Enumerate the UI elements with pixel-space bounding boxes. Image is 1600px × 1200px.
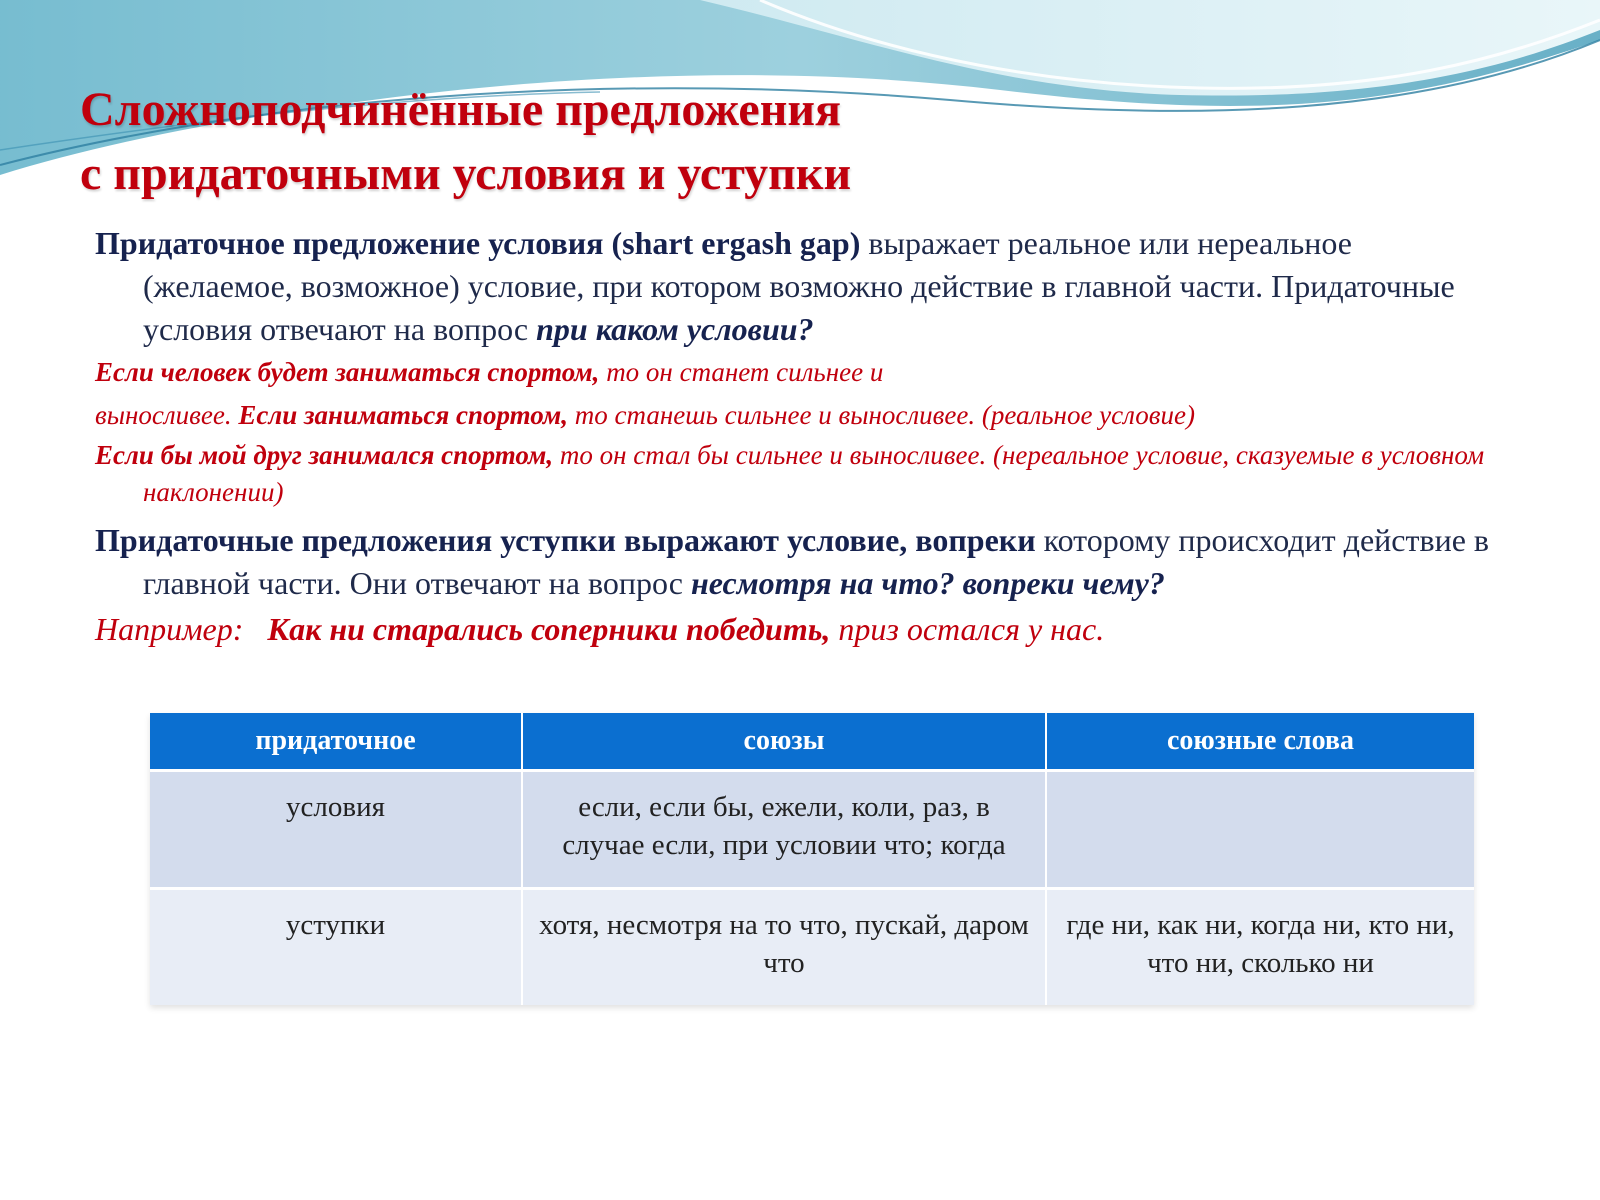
table-header-row	[150, 713, 1474, 771]
page-title	[80, 78, 851, 206]
example-2-main: то станешь сильнее и выносливее. (реальное условие)	[568, 400, 1195, 430]
example-4-main: приз остался у нас.	[830, 611, 1105, 647]
example-4-clause: Как ни старались соперники победить,	[267, 611, 831, 647]
example-2-clause: Если заниматься спортом,	[238, 400, 569, 430]
condition-explanation: выражает реальное или нереальное (желаемое, возможное) условие, при котором возможно действие в главной части. Придаточные условия отвечают на вопрос	[143, 225, 1455, 347]
header-conjunctions: союзы	[522, 713, 1046, 771]
table-cell: если, если бы, ежели, коли, раз, в случае если, при условии что; когда	[522, 771, 1046, 889]
example-1-main: то он станет сильнее и	[599, 357, 884, 387]
example-2-start: выносливее.	[95, 400, 239, 430]
title-line-2: с придаточными условия и уступки	[80, 147, 852, 200]
example-4	[95, 605, 1500, 653]
table-row	[150, 771, 1474, 889]
table-cell: где ни, как ни, когда ни, кто ни, что ни, сколько ни	[1046, 889, 1474, 1006]
slide-body	[95, 222, 1500, 653]
table-cell: хотя, несмотря на то что, пускай, даром что	[522, 889, 1046, 1006]
example-1-clause: Если человек будет заниматься спортом,	[95, 357, 600, 387]
concession-term: Придаточные предложения уступки выражают условие, вопреки	[95, 522, 1036, 558]
concession-explanation: которому происходит действие в главной части. Они отвечают на вопрос	[143, 522, 1489, 601]
example-2	[95, 394, 1500, 437]
conjunctions-table	[150, 713, 1474, 1005]
example-3-clause: Если бы мой друг занимался спортом,	[95, 440, 554, 470]
example-3-main: то он стал бы сильнее и выносливее. (нереальное условие, сказуемые в условном наклонении)	[143, 440, 1485, 507]
table-cell	[1046, 771, 1474, 889]
title-line-1: Сложноподчинённые предложения	[80, 83, 841, 136]
condition-definition	[95, 222, 1500, 351]
table-cell: условия	[150, 771, 522, 889]
example-1	[95, 351, 1500, 394]
table-row	[150, 889, 1474, 1006]
condition-question: при каком условии?	[536, 311, 814, 347]
example-3	[95, 437, 1500, 511]
header-clause-type: придаточное	[150, 713, 522, 771]
concession-question: несмотря на что? вопреки чему?	[691, 565, 1165, 601]
example-label: Например:	[95, 611, 268, 647]
header-conjunctive-words: союзные слова	[1046, 713, 1474, 771]
table-cell: уступки	[150, 889, 522, 1006]
concession-definition	[95, 519, 1500, 605]
condition-term: Придаточное предложение условия (shart ergash gap)	[95, 225, 861, 261]
